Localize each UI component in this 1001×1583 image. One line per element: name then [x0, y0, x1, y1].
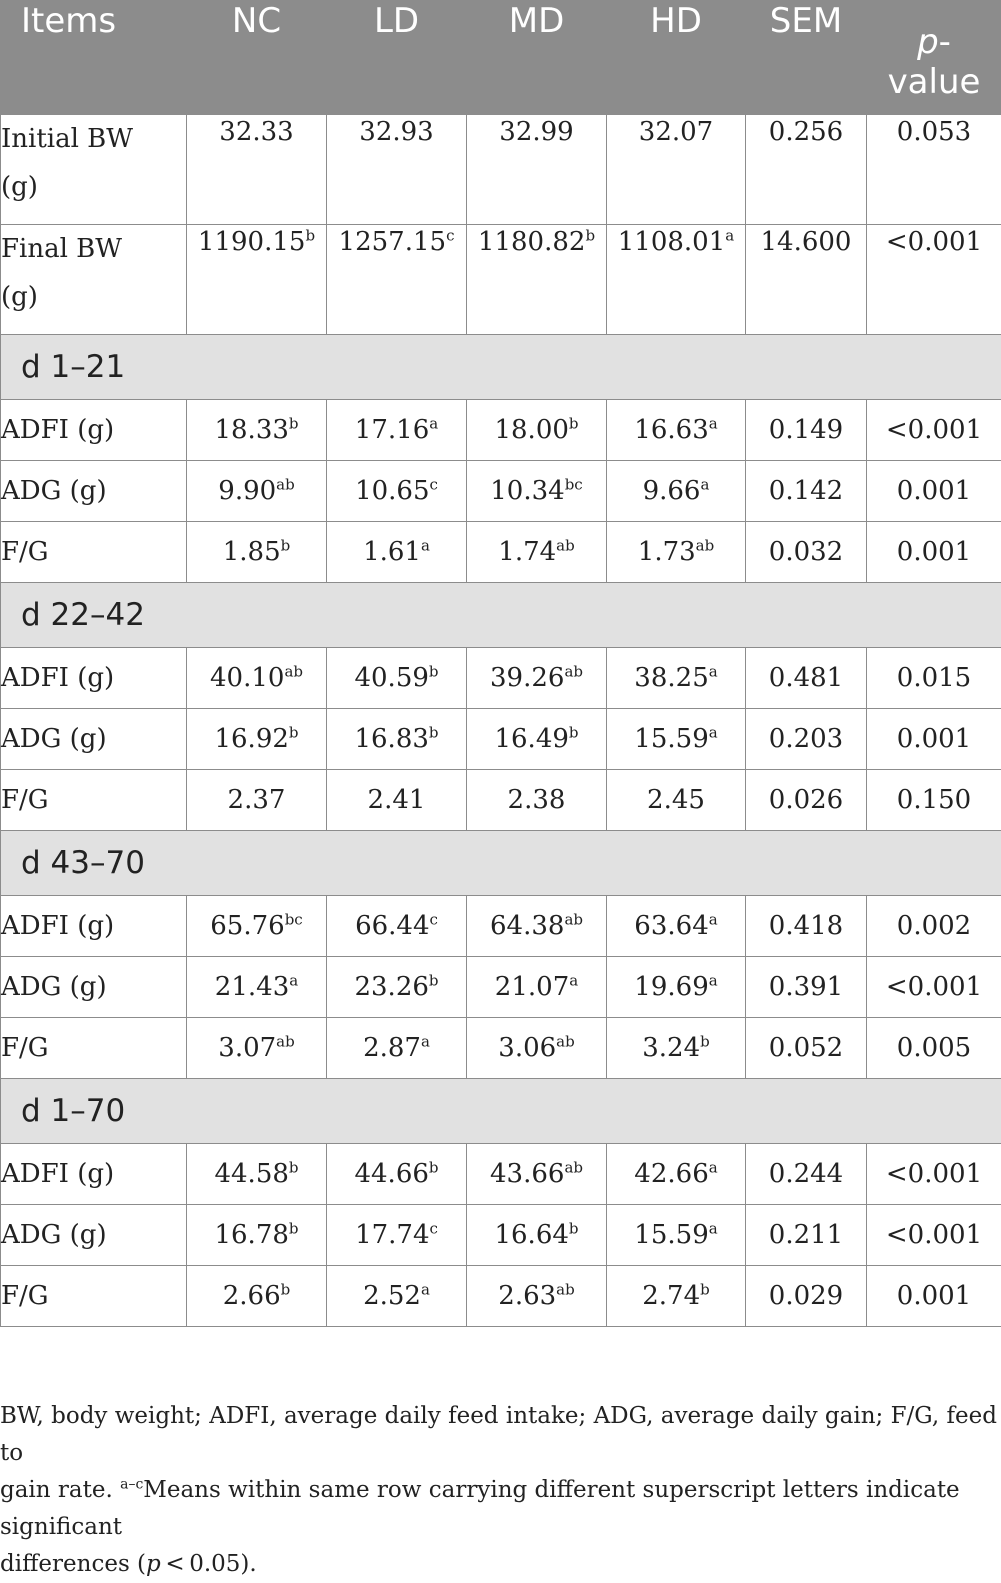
cell-value: 18.00 — [494, 415, 568, 445]
table-row — [1, 1205, 1001, 1266]
cell-md — [467, 709, 607, 770]
cell-value: 39.26 — [490, 663, 564, 693]
header-row — [1, 1, 1001, 115]
cell-superscript: ab — [564, 662, 583, 680]
cell-p-value: 0.005 — [867, 1018, 1001, 1079]
cell-ld — [327, 770, 467, 831]
cell-value: 43.66 — [490, 1159, 564, 1189]
cell-sem: 0.481 — [746, 648, 867, 709]
header-md: MD — [467, 1, 607, 115]
header-p-italic: p — [917, 22, 939, 62]
cell-ld — [327, 461, 467, 522]
table-row — [1, 115, 1001, 225]
cell-hd — [607, 225, 746, 335]
cell-value: 2.66 — [223, 1281, 281, 1311]
cell-hd — [607, 896, 746, 957]
header-ld: LD — [327, 1, 467, 115]
table-footnote — [0, 1398, 1001, 1583]
footnote-line2a: gain rate. — [0, 1477, 120, 1503]
cell-superscript: ab — [564, 1158, 583, 1176]
cell-value: 16.49 — [494, 724, 568, 754]
cell-sem: 0.391 — [746, 957, 867, 1018]
row-item-line1: Initial BW — [1, 124, 133, 154]
footnote-p-italic: p — [146, 1551, 161, 1577]
cell-value: 15.59 — [634, 724, 708, 754]
cell-hd — [607, 770, 746, 831]
cell-value: 66.44 — [355, 911, 429, 941]
cell-sem: 0.032 — [746, 522, 867, 583]
cell-value: 32.33 — [219, 117, 293, 147]
cell-hd — [607, 400, 746, 461]
header-sem: SEM — [746, 1, 867, 115]
cell-md — [467, 461, 607, 522]
cell-ld — [327, 115, 467, 225]
cell-value: 38.25 — [634, 663, 708, 693]
cell-nc — [187, 957, 327, 1018]
cell-nc — [187, 1018, 327, 1079]
cell-hd — [607, 1018, 746, 1079]
cell-value: 1.85 — [223, 537, 281, 567]
cell-superscript: a — [289, 971, 298, 989]
table-row — [1, 709, 1001, 770]
cell-value: 23.26 — [354, 972, 428, 1002]
cell-value: 32.93 — [359, 117, 433, 147]
cell-superscript: ab — [556, 1280, 575, 1298]
cell-value: 1.73 — [638, 537, 696, 567]
cell-hd — [607, 648, 746, 709]
cell-value: 3.24 — [642, 1033, 700, 1063]
cell-md — [467, 896, 607, 957]
cell-nc — [187, 1144, 327, 1205]
table-row — [1, 225, 1001, 335]
cell-ld — [327, 709, 467, 770]
cell-ld — [327, 648, 467, 709]
cell-nc — [187, 770, 327, 831]
section-row — [1, 583, 1001, 648]
cell-value: 44.58 — [214, 1159, 288, 1189]
cell-p-value: <0.001 — [867, 400, 1001, 461]
row-item: ADFI (g) — [1, 400, 187, 461]
cell-superscript: ab — [556, 1032, 575, 1050]
cell-p-value: <0.001 — [867, 225, 1001, 335]
footnote-line1: BW, body weight; ADFI, average daily feed intake; ADG, average daily gain; F/G, feed to — [0, 1403, 997, 1466]
cell-superscript: b — [700, 1280, 710, 1298]
table-row — [1, 957, 1001, 1018]
table-row — [1, 461, 1001, 522]
row-item: F/G — [1, 1018, 187, 1079]
cell-p-value: <0.001 — [867, 957, 1001, 1018]
cell-value: 16.92 — [214, 724, 288, 754]
cell-superscript: ab — [276, 475, 295, 493]
cell-md — [467, 1205, 607, 1266]
cell-superscript: b — [429, 971, 439, 989]
cell-superscript: a — [421, 1280, 430, 1298]
cell-superscript: b — [569, 723, 579, 741]
row-item: F/G — [1, 1266, 187, 1327]
cell-value: 2.45 — [647, 785, 705, 815]
cell-sem: 0.142 — [746, 461, 867, 522]
header-items: Items — [1, 1, 187, 115]
cell-value: 2.41 — [368, 785, 426, 815]
cell-superscript: c — [430, 475, 438, 493]
cell-hd — [607, 709, 746, 770]
cell-hd — [607, 522, 746, 583]
cell-value: 2.63 — [498, 1281, 556, 1311]
header-hd: HD — [607, 1, 746, 115]
table-row — [1, 1018, 1001, 1079]
cell-value: 3.07 — [218, 1033, 276, 1063]
cell-superscript: bc — [285, 910, 303, 928]
cell-hd — [607, 1144, 746, 1205]
cell-nc — [187, 1266, 327, 1327]
cell-value: 18.33 — [214, 415, 288, 445]
cell-value: 9.66 — [643, 476, 701, 506]
cell-superscript: b — [289, 414, 299, 432]
cell-superscript: a — [709, 723, 718, 741]
header-p-value — [867, 1, 1001, 115]
cell-value: 40.59 — [354, 663, 428, 693]
cell-value: 15.59 — [634, 1220, 708, 1250]
section-row — [1, 1079, 1001, 1144]
cell-superscript: b — [289, 1158, 299, 1176]
table-row — [1, 770, 1001, 831]
cell-sem: 0.244 — [746, 1144, 867, 1205]
row-item: ADFI (g) — [1, 896, 187, 957]
cell-p-value: 0.150 — [867, 770, 1001, 831]
footnote-line3b: < 0.05). — [161, 1551, 257, 1577]
cell-superscript: c — [430, 1219, 438, 1237]
cell-md — [467, 648, 607, 709]
cell-superscript: b — [429, 662, 439, 680]
cell-superscript: a — [421, 1032, 430, 1050]
row-item: ADG (g) — [1, 461, 187, 522]
cell-hd — [607, 1266, 746, 1327]
cell-superscript: b — [569, 1219, 579, 1237]
cell-nc — [187, 648, 327, 709]
cell-value: 21.07 — [495, 972, 569, 1002]
cell-ld — [327, 896, 467, 957]
cell-p-value: 0.001 — [867, 461, 1001, 522]
cell-superscript: ab — [276, 1032, 295, 1050]
section-title: d 1–21 — [1, 335, 1001, 400]
cell-value: 16.83 — [354, 724, 428, 754]
cell-p-value: <0.001 — [867, 1144, 1001, 1205]
cell-superscript: a — [709, 910, 718, 928]
cell-value: 1.61 — [363, 537, 421, 567]
row-item: F/G — [1, 522, 187, 583]
cell-nc — [187, 400, 327, 461]
cell-sem: 0.203 — [746, 709, 867, 770]
row-item: ADG (g) — [1, 709, 187, 770]
cell-p-value: 0.001 — [867, 709, 1001, 770]
cell-md — [467, 400, 607, 461]
cell-ld — [327, 957, 467, 1018]
table-row — [1, 896, 1001, 957]
cell-superscript: b — [700, 1032, 710, 1050]
cell-superscript: ab — [564, 910, 583, 928]
cell-value: 3.06 — [498, 1033, 556, 1063]
cell-nc — [187, 115, 327, 225]
cell-superscript: ab — [284, 662, 303, 680]
row-item: ADFI (g) — [1, 648, 187, 709]
header-p-dash: - — [939, 22, 951, 62]
cell-value: 2.38 — [508, 785, 566, 815]
cell-superscript: b — [289, 1219, 299, 1237]
cell-hd — [607, 1205, 746, 1266]
cell-value: 2.74 — [642, 1281, 700, 1311]
cell-nc — [187, 896, 327, 957]
cell-p-value: 0.001 — [867, 522, 1001, 583]
row-item-line2: (g) — [1, 172, 38, 202]
cell-nc — [187, 461, 327, 522]
cell-value: 9.90 — [218, 476, 276, 506]
cell-ld — [327, 1266, 467, 1327]
cell-md — [467, 115, 607, 225]
cell-p-value: 0.015 — [867, 648, 1001, 709]
table-row — [1, 1144, 1001, 1205]
cell-superscript: ab — [556, 536, 575, 554]
cell-nc — [187, 522, 327, 583]
cell-superscript: a — [709, 1158, 718, 1176]
cell-ld — [327, 522, 467, 583]
cell-superscript: a — [725, 226, 734, 244]
cell-hd — [607, 957, 746, 1018]
cell-sem: 0.029 — [746, 1266, 867, 1327]
cell-superscript: b — [281, 1280, 291, 1298]
cell-value: 64.38 — [490, 911, 564, 941]
cell-md — [467, 1018, 607, 1079]
cell-sem: 0.052 — [746, 1018, 867, 1079]
cell-superscript: a — [709, 1219, 718, 1237]
cell-superscript: b — [305, 226, 315, 244]
cell-sem: 0.149 — [746, 400, 867, 461]
footnote-line3a: differences ( — [0, 1551, 146, 1577]
cell-ld — [327, 1205, 467, 1266]
cell-value: 1108.01 — [618, 227, 726, 257]
cell-p-value: <0.001 — [867, 1205, 1001, 1266]
cell-value: 40.10 — [210, 663, 284, 693]
cell-superscript: bc — [565, 475, 583, 493]
cell-value: 2.37 — [228, 785, 286, 815]
cell-ld — [327, 225, 467, 335]
cell-value: 21.43 — [215, 972, 289, 1002]
cell-ld — [327, 400, 467, 461]
cell-value: 10.65 — [355, 476, 429, 506]
cell-superscript: b — [429, 1158, 439, 1176]
section-row — [1, 831, 1001, 896]
cell-superscript: a — [429, 414, 438, 432]
cell-p-value: 0.002 — [867, 896, 1001, 957]
cell-superscript: a — [569, 971, 578, 989]
cell-sem: 0.418 — [746, 896, 867, 957]
header-p-value-word: value — [888, 62, 981, 102]
cell-value: 65.76 — [210, 911, 284, 941]
cell-superscript: a — [709, 662, 718, 680]
cell-md — [467, 1266, 607, 1327]
cell-sem: 14.600 — [746, 225, 867, 335]
cell-superscript: b — [281, 536, 291, 554]
row-item: F/G — [1, 770, 187, 831]
row-item — [1, 115, 187, 225]
cell-value: 63.64 — [634, 911, 708, 941]
cell-superscript: c — [446, 226, 454, 244]
cell-value: 19.69 — [634, 972, 708, 1002]
table-row — [1, 648, 1001, 709]
cell-value: 10.34 — [490, 476, 564, 506]
cell-superscript: a — [421, 536, 430, 554]
section-title: d 1–70 — [1, 1079, 1001, 1144]
cell-value: 16.78 — [214, 1220, 288, 1250]
cell-md — [467, 1144, 607, 1205]
cell-sem: 0.256 — [746, 115, 867, 225]
cell-value: 2.52 — [363, 1281, 421, 1311]
cell-superscript: c — [430, 910, 438, 928]
cell-md — [467, 522, 607, 583]
cell-sem: 0.026 — [746, 770, 867, 831]
table-row — [1, 522, 1001, 583]
cell-md — [467, 770, 607, 831]
cell-sem: 0.211 — [746, 1205, 867, 1266]
cell-value: 1180.82 — [478, 227, 586, 257]
row-item-line2: (g) — [1, 282, 38, 312]
section-title: d 43–70 — [1, 831, 1001, 896]
cell-superscript: ab — [696, 536, 715, 554]
cell-superscript: a — [700, 475, 709, 493]
cell-value: 16.64 — [494, 1220, 568, 1250]
cell-value: 1257.15 — [339, 227, 447, 257]
footnote-line2b: Means within same row carrying different superscript letters indicate significant — [0, 1477, 960, 1540]
cell-superscript: b — [289, 723, 299, 741]
cell-nc — [187, 709, 327, 770]
cell-p-value: 0.053 — [867, 115, 1001, 225]
cell-nc — [187, 1205, 327, 1266]
cell-superscript: b — [429, 723, 439, 741]
cell-value: 16.63 — [634, 415, 708, 445]
row-item: ADFI (g) — [1, 1144, 187, 1205]
cell-ld — [327, 1018, 467, 1079]
row-item-line1: Final BW — [1, 234, 122, 264]
row-item: ADG (g) — [1, 957, 187, 1018]
cell-hd — [607, 115, 746, 225]
cell-ld — [327, 1144, 467, 1205]
section-row — [1, 335, 1001, 400]
cell-value: 1.74 — [498, 537, 556, 567]
section-title: d 22–42 — [1, 583, 1001, 648]
cell-value: 32.99 — [499, 117, 573, 147]
row-item: ADG (g) — [1, 1205, 187, 1266]
row-item — [1, 225, 187, 335]
footnote-superscript: a–c — [120, 1476, 143, 1492]
header-nc: NC — [187, 1, 327, 115]
cell-value: 42.66 — [634, 1159, 708, 1189]
cell-superscript: b — [585, 226, 595, 244]
table-row — [1, 400, 1001, 461]
cell-p-value: 0.001 — [867, 1266, 1001, 1327]
cell-value: 17.16 — [355, 415, 429, 445]
cell-superscript: b — [569, 414, 579, 432]
cell-value: 1190.15 — [198, 227, 306, 257]
cell-hd — [607, 461, 746, 522]
cell-md — [467, 957, 607, 1018]
cell-value: 32.07 — [639, 117, 713, 147]
cell-md — [467, 225, 607, 335]
table-row — [1, 1266, 1001, 1327]
cell-value: 2.87 — [363, 1033, 421, 1063]
cell-superscript: a — [709, 971, 718, 989]
cell-superscript: a — [709, 414, 718, 432]
cell-value: 17.74 — [355, 1220, 429, 1250]
cell-nc — [187, 225, 327, 335]
cell-value: 44.66 — [354, 1159, 428, 1189]
